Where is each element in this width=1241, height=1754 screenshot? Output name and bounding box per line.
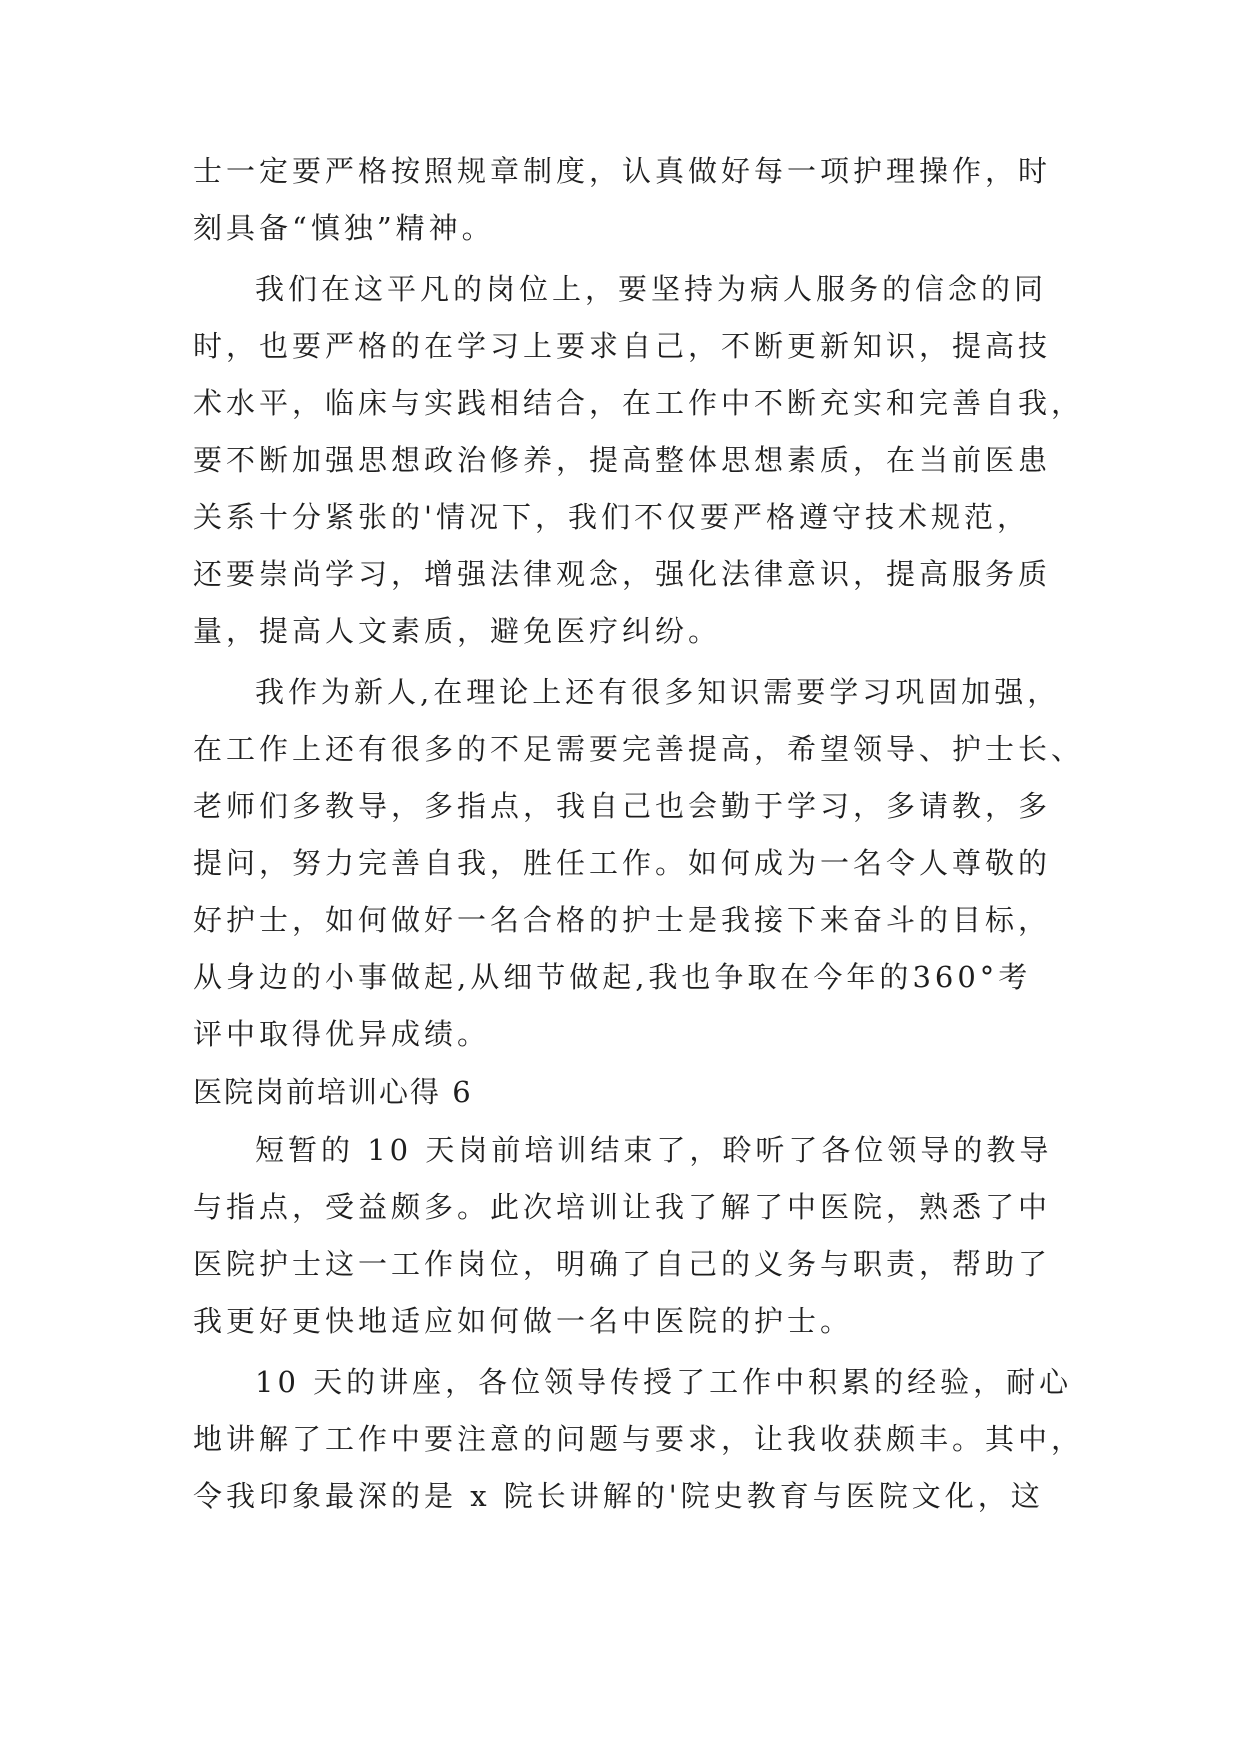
body-text-line: 提问，努力完善自我，胜任工作。如何成为一名令人尊敬的 — [193, 846, 1052, 880]
body-text-line: 关系十分紧张的'情况下，我们不仅要严格遵守技术规范， — [193, 500, 1030, 534]
paragraph-first-line: 10 天的讲座，各位领导传授了工作中积累的经验，耐心 — [255, 1365, 1073, 1399]
body-text-line: 好护士，如何做好一名合格的护士是我接下来奋斗的目标， — [193, 903, 1052, 937]
body-text-line: 医院护士这一工作岗位，明确了自己的义务与职责，帮助了 — [193, 1247, 1052, 1281]
body-text-line: 从身边的小事做起,从细节做起,我也争取在今年的360°考 — [193, 960, 1032, 994]
body-text-line: 术水平，临床与实践相结合，在工作中不断充实和完善自我， — [193, 386, 1085, 420]
body-text-line: 在工作上还有很多的不足需要完善提高，希望领导、护士长、 — [193, 732, 1085, 766]
paragraph-first-line: 短暂的 10 天岗前培训结束了，聆听了各位领导的教导 — [255, 1133, 1053, 1167]
body-text-line: 量，提高人文素质，避免医疗纠纷。 — [193, 614, 722, 648]
body-text-line: 还要崇尚学习，增强法律观念，强化法律意识，提高服务质 — [193, 557, 1052, 591]
paragraph-first-line: 我作为新人,在理论上还有很多知识需要学习巩固加强， — [255, 675, 1061, 709]
body-text-line: 士一定要严格按照规章制度，认真做好每一项护理操作，时 — [193, 154, 1052, 188]
paragraph-first-line: 我们在这平凡的岗位上，要坚持为病人服务的信念的同 — [255, 272, 1048, 306]
body-text-line: 刻具备“慎独”精神。 — [193, 211, 495, 245]
body-text-line: 要不断加强思想政治修养，提高整体思想素质，在当前医患 — [193, 443, 1052, 477]
body-text-line: 地讲解了工作中要注意的问题与要求，让我收获颇丰。其中， — [193, 1422, 1085, 1456]
body-text-line: 时，也要严格的在学习上要求自己，不断更新知识，提高技 — [193, 329, 1052, 363]
body-text-line: 令我印象最深的是 x 院长讲解的'院史教育与医院文化，这 — [193, 1479, 1044, 1513]
body-text-line: 与指点，受益颇多。此次培训让我了解了中医院，熟悉了中 — [193, 1190, 1052, 1224]
section-heading: 医院岗前培训心得 6 — [193, 1075, 473, 1109]
body-text-line: 老师们多教导，多指点，我自己也会勤于学习，多请教，多 — [193, 789, 1052, 823]
body-text-line: 我更好更快地适应如何做一名中医院的护士。 — [193, 1304, 854, 1338]
body-text-line: 评中取得优异成绩。 — [193, 1017, 491, 1051]
